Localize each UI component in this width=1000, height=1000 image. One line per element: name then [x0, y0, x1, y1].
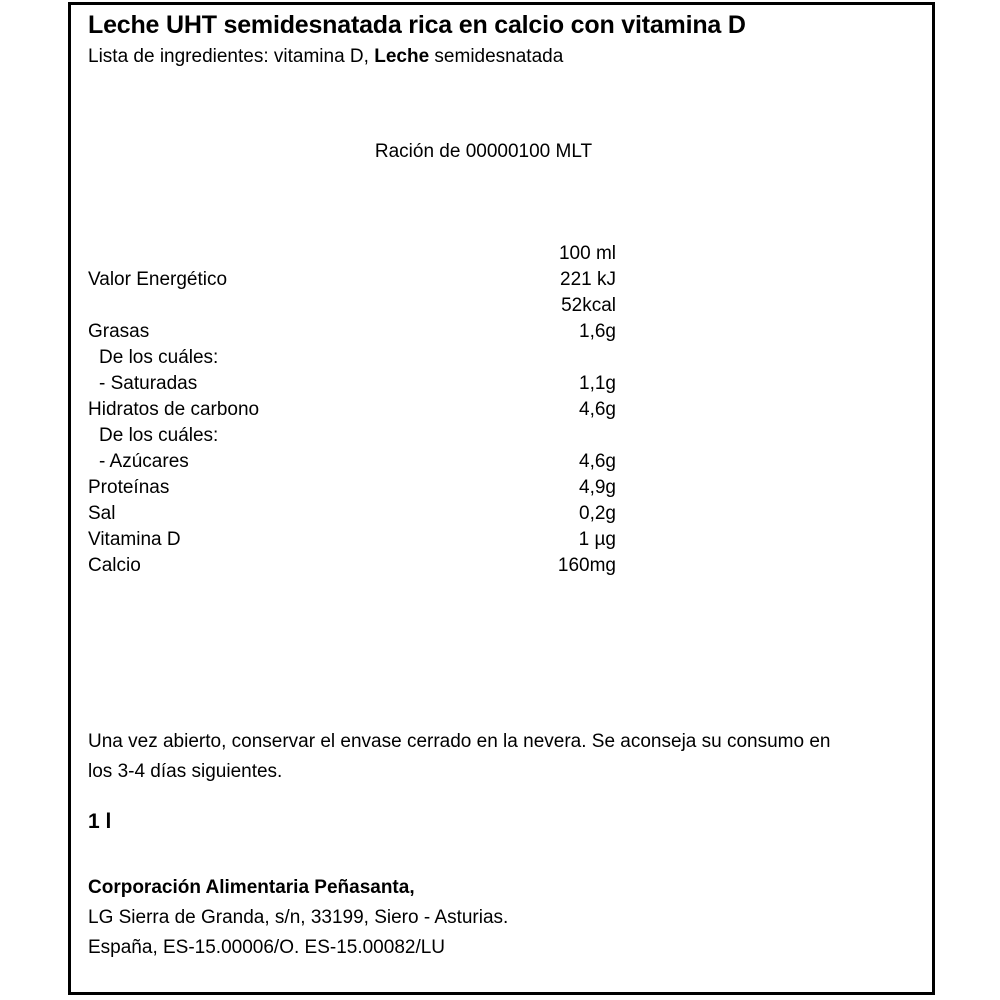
nutrition-row-label: - Saturadas [99, 373, 198, 394]
nutrition-row-value: 0,2g [579, 503, 616, 524]
nutrition-row [88, 295, 616, 321]
nutrition-row [88, 451, 616, 477]
storage-instructions: Una vez abierto, conservar el envase cerrado en la nevera. Se aconseja su consumo en los 3-4 días siguientes. [88, 731, 831, 782]
nutrition-row-label: - Azúcares [99, 451, 189, 472]
nutrition-row-value: 1,1g [579, 373, 616, 394]
nutrition-row [88, 425, 616, 451]
nutrition-label-frame [68, 2, 935, 995]
nutrition-row [88, 477, 616, 503]
nutrition-row-value: 1,6g [579, 321, 616, 342]
nutrition-row [88, 243, 616, 269]
nutrition-row-label: Valor Energético [88, 269, 228, 290]
company-info [88, 873, 508, 963]
ingredients-allergen: Leche [374, 46, 430, 67]
company-name: Corporación Alimentaria Peñasanta, [88, 877, 415, 898]
label-content [71, 5, 932, 992]
nutrition-row [88, 529, 616, 555]
nutrition-row [88, 399, 616, 425]
nutrition-row [88, 347, 616, 373]
product-title: Leche UHT semidesnatada rica en calcio con vitamina D [88, 11, 746, 39]
nutrition-table [88, 243, 616, 581]
nutrition-row [88, 555, 616, 581]
net-quantity: 1 l [88, 810, 112, 833]
nutrition-row [88, 503, 616, 529]
nutrition-row-label: De los cuáles: [99, 347, 219, 368]
nutrition-row-label: Hidratos de carbono [88, 399, 260, 420]
nutrition-row-value: 100 ml [558, 243, 616, 264]
nutrition-row [88, 321, 616, 347]
nutrition-row-value: 1 µg [578, 529, 616, 550]
nutrition-row-label: Vitamina D [88, 529, 181, 550]
nutrition-row [88, 373, 616, 399]
nutrition-row-label: Calcio [88, 555, 141, 576]
nutrition-row-label: Proteínas [88, 477, 170, 498]
nutrition-row-label: Grasas [88, 321, 150, 342]
ingredients-list [88, 46, 563, 68]
ingredients-suffix: semidesnatada [429, 46, 564, 67]
company-address-line-2: España, ES-15.00006/O. ES-15.00082/LU [88, 937, 446, 958]
nutrition-row-label: De los cuáles: [99, 425, 219, 446]
nutrition-row-value: 4,9g [579, 477, 616, 498]
nutrition-row [88, 269, 616, 295]
nutrition-row-value: 52kcal [561, 295, 616, 316]
nutrition-row-value: 4,6g [579, 451, 616, 472]
ingredients-prefix: Lista de ingredientes: vitamina D, [88, 46, 375, 67]
nutrition-row-value: 4,6g [579, 399, 616, 420]
serving-size-text: Ración de 00000100 MLT [374, 141, 593, 162]
company-address-line-1: LG Sierra de Granda, s/n, 33199, Siero - Asturias. [88, 907, 509, 928]
nutrition-row-value: 160mg [557, 555, 616, 576]
nutrition-row-label: Sal [88, 503, 116, 524]
nutrition-row-value: 221 kJ [560, 269, 616, 290]
